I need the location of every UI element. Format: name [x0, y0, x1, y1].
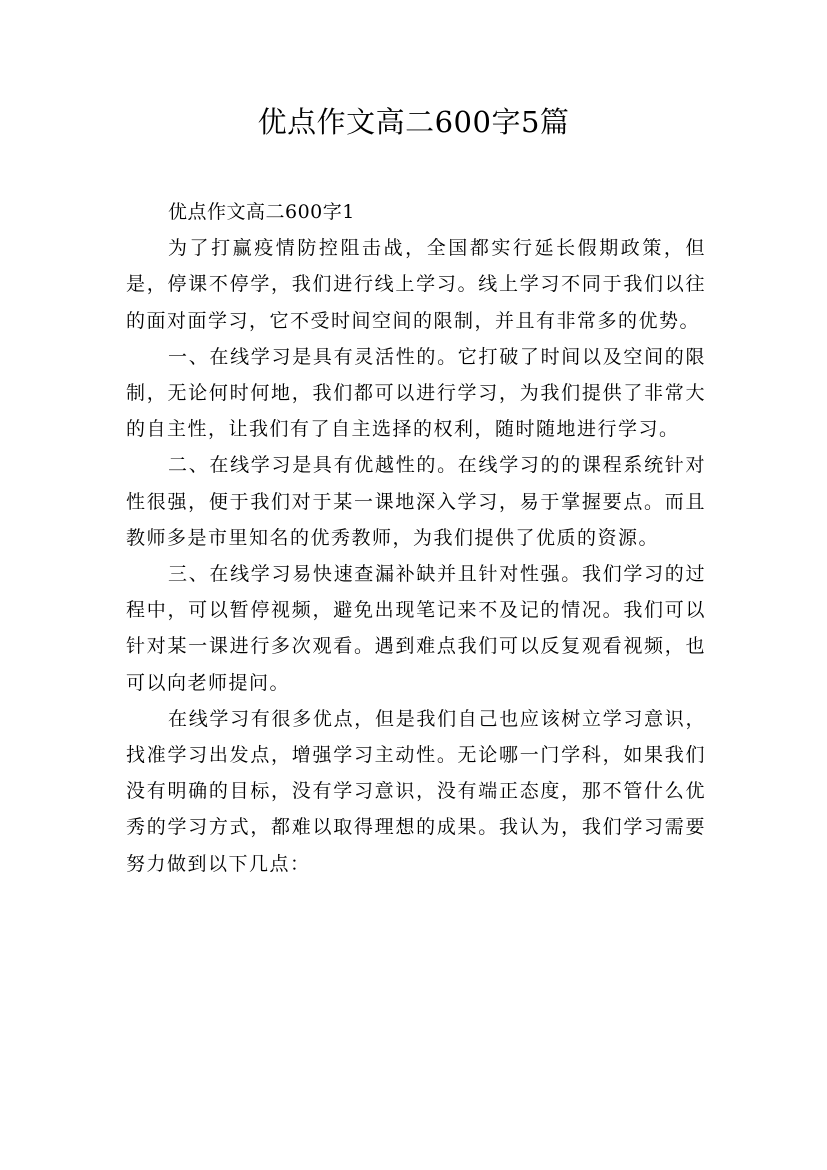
paragraph-intro: 为了打赢疫情防控阻击战，全国都实行延长假期政策，但是，停课不停学，我们进行线上学习。线上学习不同于我们以往的面对面学习，它不受时间空间的限制，并且有非常多的优势。 [126, 237, 706, 332]
paragraph-point-2: 二、在线学习是具有优越性的。在线学习的的课程系统针对性很强，便于我们对于某一课地深入学习，易于掌握要点。而且教师多是市里知名的优秀教师，为我们提供了优质的资源。 [126, 454, 706, 549]
paragraph-conclusion: 在线学习有很多优点，但是我们自己也应该树立学习意识，找准学习出发点，增强学习主动性。无论哪一门学科，如果我们没有明确的目标，没有学习意识，没有端正态度，那不管什么优秀的学习方式，都难以取得理想的成果。我认为，我们学习需要努力做到以下几点： [126, 707, 706, 875]
paragraph-point-1: 一、在线学习是具有灵活性的。它打破了时间以及空间的限制，无论何时何地，我们都可以进行学习，为我们提供了非常大的自主性，让我们有了自主选择的权利，随时随地进行学习。 [126, 345, 706, 441]
document-body [126, 194, 706, 882]
document-title: 优点作文高二600字5篇 [257, 105, 570, 139]
section-heading: 优点作文高二600字1 [168, 201, 355, 223]
paragraph-point-3: 三、在线学习易快速查漏补缺并且针对性强。我们学习的过程中，可以暂停视频，避免出现笔记来不及记的情况。我们可以针对某一课进行多次观看。遇到难点我们可以反复观看视频，也可以向老师提问。 [126, 563, 706, 694]
